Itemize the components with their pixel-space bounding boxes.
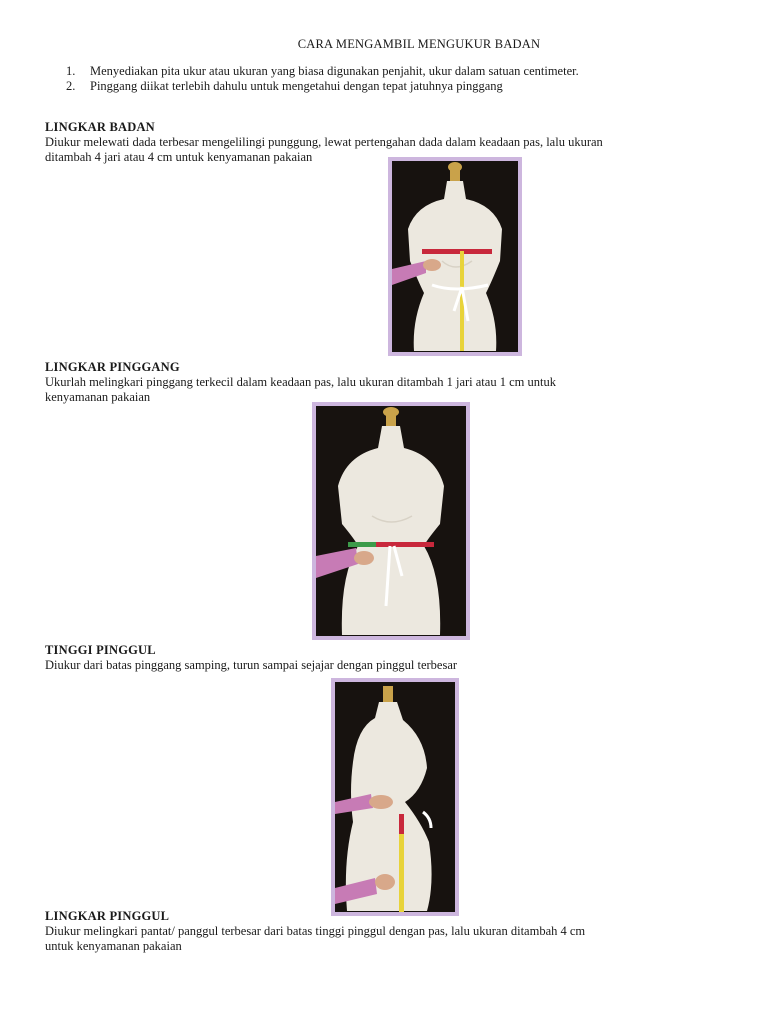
page-title: CARA MENGAMBIL MENGUKUR BADAN: [297, 37, 541, 51]
section-text-lingkar-badan: Diukur melewati dada terbesar mengelilingi punggung, lewat pertengahan dada dalam keadaan pas, lalu ukuran ditambah 4 jari atau 4 cm untuk kenyamanan pakaian: [45, 135, 603, 164]
photo-tinggi-pinggul: [331, 678, 459, 916]
list-item: 1. Menyediakan pita ukur atau ukuran yang biasa digunakan penjahit, ukur dalam satuan centimeter.: [66, 64, 579, 78]
photo-lingkar-badan: [388, 157, 522, 356]
preparation-list: [66, 64, 579, 94]
section-text-lingkar-pinggul: Diukur melingkari pantat/ panggul terbesar dari batas tinggi pinggul dengan pas, lalu ukuran ditambah 4 cm untuk kenyamanan pakaian: [45, 924, 586, 953]
section-heading-lingkar-pinggul: LINGKAR PINGGUL: [45, 909, 170, 923]
list-item: 2. Pinggang diikat terlebih dahulu untuk mengetahui dengan tepat jatuhnya pinggang: [66, 79, 503, 93]
section-heading-lingkar-pinggang: LINGKAR PINGGANG: [45, 360, 180, 374]
photo-lingkar-pinggang: [312, 402, 470, 640]
section-text-lingkar-pinggang: Ukurlah melingkari pinggang terkecil dalam keadaan pas, lalu ukuran ditambah 1 jari atau 1 cm untuk kenyamanan pakaian: [45, 375, 556, 404]
section-text-tinggi-pinggul: Diukur dari batas pinggang samping, turun sampai sejajar dengan pinggul terbesar: [45, 658, 458, 672]
section-heading-lingkar-badan: LINGKAR BADAN: [45, 120, 155, 134]
section-heading-tinggi-pinggul: TINGGI PINGGUL: [45, 643, 156, 657]
